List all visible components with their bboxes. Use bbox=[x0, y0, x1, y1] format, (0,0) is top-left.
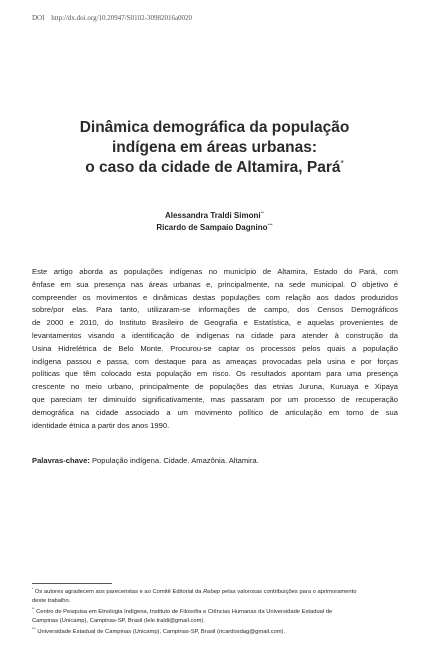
footnote-1-journal: Rebep bbox=[203, 589, 221, 595]
footnote-2-line-2: Campinas (Unicamp), Campinas-SP, Brasil (lele.traldi@gmail.com). bbox=[32, 617, 205, 624]
abstract-line: sobre/por elas. Para tanto, utilizaram-se informações de campo, dos Censos Demográficos bbox=[32, 305, 398, 315]
title-line-2: indígena em áreas urbanas: bbox=[111, 139, 318, 156]
title-line-1: Dinâmica demográfica da população bbox=[79, 119, 350, 136]
footnote-2-marker: ** bbox=[32, 607, 35, 612]
abstract-line: Este artigo aborda as populações indígenas no município de Altamira, Estado do Pará, com bbox=[32, 267, 398, 276]
doi-line bbox=[32, 14, 192, 22]
abstract-line: demográfica na cidade associado a um movimento político de articulação em torno de sua bbox=[32, 407, 398, 417]
author-1-marker[interactable]: ** bbox=[260, 210, 264, 216]
abstract-line: Usina Hidrelétrica de Belo Monte. Procurou-se captar os processos pelos quais a população bbox=[32, 343, 398, 353]
footnote-3-text: Universidade Estadual de Campinas (Unicamp), Campinas-SP, Brasil (ricardosdag@gmail.com). bbox=[37, 629, 286, 635]
keywords-label: Palavras-chave: bbox=[32, 456, 90, 465]
footnote-2-line-1 bbox=[32, 608, 398, 617]
abstract-line: indígena passou e passa, com destaque para as ameaças provocadas pela usina e por forças bbox=[32, 356, 398, 366]
abstract-line: identidade étnica a partir dos anos 1990. bbox=[32, 420, 170, 430]
doi-link[interactable]: http://dx.doi.org/10.20947/S0102-30982016a0020 bbox=[51, 14, 193, 22]
author-2-name: Ricardo de Sampaio Dagnino bbox=[156, 223, 268, 232]
footnote-1-text-b: pelas valorosas contribuições para o aprimoramento bbox=[220, 589, 357, 595]
title-footnote-marker[interactable]: * bbox=[340, 157, 344, 168]
footnote-1-line-1 bbox=[32, 588, 398, 597]
keywords bbox=[32, 455, 259, 467]
footnote-3-line-1 bbox=[32, 628, 398, 637]
title-line-3-text: o caso da cidade de Altamira, Pará bbox=[85, 159, 341, 176]
abstract-line: de 2000 e 2010, do Instituto Brasileiro de Geografia e Estatística, e aquelas provenientes de bbox=[32, 318, 398, 328]
abstract-line: que pareciam ter diminuído significativamente, mas passaram por um processo de recuperação bbox=[32, 394, 398, 404]
author-list bbox=[30, 210, 399, 234]
author-2-marker[interactable]: *** bbox=[267, 222, 273, 228]
author-2 bbox=[30, 222, 399, 234]
footnote-3-marker: *** bbox=[32, 627, 36, 632]
keywords-text: População indígena. Cidade. Amazônia. Altamira. bbox=[91, 456, 259, 465]
footnote-1 bbox=[32, 588, 398, 605]
paper-title bbox=[30, 118, 399, 178]
author-1 bbox=[30, 210, 399, 222]
abstract bbox=[32, 266, 398, 432]
doi-label: DOI bbox=[32, 14, 45, 22]
abstract-line: ênfase em sua presença nas áreas urbanas e, principalmente, na sede municipal. O objetivo é bbox=[32, 279, 398, 289]
footnote-1-marker: * bbox=[32, 587, 34, 592]
abstract-line: levantamentos visando a identificação de indígenas na cidade para atender à construção da bbox=[32, 330, 398, 340]
abstract-line: crescente no meio urbano, principalmente de populações das etnias Juruna, Kuruaya e Xipaya bbox=[32, 382, 398, 392]
footnote-2 bbox=[32, 608, 398, 625]
footnote-2-text: Centro de Pesquisa em Etnologia Indígena, Instituto de Filosofia e Ciências Humanas da Universidade Estadual de bbox=[36, 609, 333, 615]
footnote-1-text-a: Os autores agradecem aos pareceristas e ao Comitê Editorial da bbox=[34, 589, 204, 595]
abstract-line: compreender os movimentos e dinâmicas destas populações com relação aos dados produzidos bbox=[32, 292, 398, 302]
title-line-3 bbox=[30, 158, 399, 178]
author-1-name: Alessandra Traldi Simoni bbox=[164, 211, 261, 220]
footnote-1-line-2: deste trabalho. bbox=[32, 597, 71, 604]
abstract-line: políticas que têm colocado esta população em risco. Os resultados apontam para uma presença bbox=[32, 369, 398, 379]
footnote-divider bbox=[32, 583, 112, 584]
footnote-3 bbox=[32, 628, 398, 637]
